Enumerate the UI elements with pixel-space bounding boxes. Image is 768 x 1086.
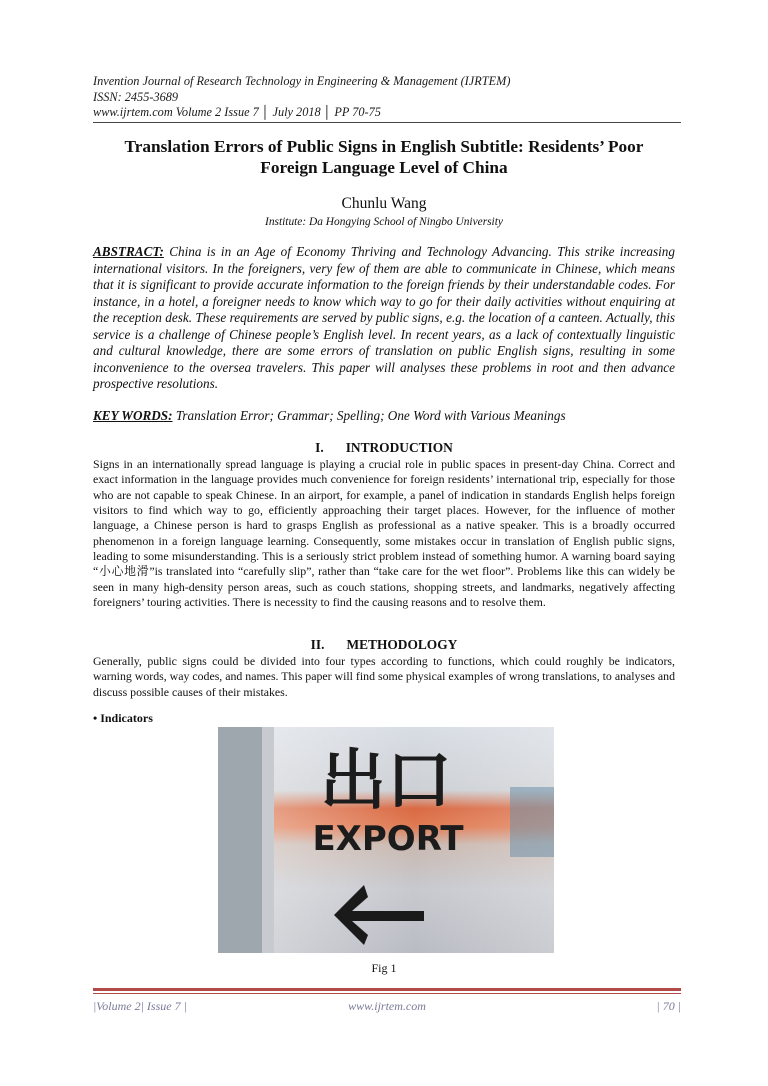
paper-title bbox=[93, 136, 675, 178]
bullet-heading-indicators: • Indicators bbox=[93, 711, 153, 725]
figure-caption: Fig 1 bbox=[371, 961, 397, 975]
author-affiliation: Institute: Da Hongying School of Ningbo University bbox=[265, 216, 503, 228]
abstract-text: China is in an Age of Economy Thriving and Technology Advancing. This strike increasing international visitors. In the foreigners, very few of them are able to communicate in Chinese, which means that it is significant to provide accurate information to the foreign friends by their understandable codes. For instance, in a hotel, a foreigner needs to know which way to go for their daily activities without enquiring at the reception desk. These requirements are served by public signs, e.g. the location of a canteen. Actually, this service is a challenge of Chinese people’s English level. In recent years, as a lack of contextually linguistic and cultural knowledge, there are some errors of translation on public English signs, resulting in some inconvenience to the oversea travelers. This paper will analyses these problems in root and then advance prospective resolutions. bbox=[93, 244, 675, 391]
exit-sign-photo bbox=[218, 727, 554, 953]
sign-chinese-text: 出口 bbox=[320, 742, 452, 819]
footer-website-link[interactable]: www.ijrtem.com bbox=[348, 999, 426, 1013]
journal-name: Invention Journal of Research Technology in Engineering & Management (IJRTEM) bbox=[93, 74, 511, 88]
section-title: METHODOLOGY bbox=[346, 637, 458, 652]
sign-english-text: EXPORT bbox=[312, 819, 464, 859]
journal-header bbox=[93, 74, 683, 121]
author-name: Chunlu Wang bbox=[341, 195, 427, 212]
title-line-1: Translation Errors of Public Signs in English Subtitle: Residents’ Poor bbox=[124, 137, 644, 156]
section-heading-methodology bbox=[93, 637, 675, 653]
section-number: I. bbox=[315, 440, 324, 455]
title-line-2: Foreign Language Level of China bbox=[260, 158, 508, 177]
abstract-label: ABSTRACT: bbox=[93, 244, 164, 259]
footer-rule bbox=[93, 988, 681, 991]
keywords bbox=[93, 408, 675, 424]
section-title: INTRODUCTION bbox=[345, 440, 453, 455]
footer-volume-issue: |Volume 2| Issue 7 | bbox=[93, 999, 187, 1013]
abstract bbox=[93, 244, 675, 393]
footer-rule-thin bbox=[93, 993, 681, 994]
section-heading-introduction bbox=[93, 440, 675, 456]
keywords-text: Translation Error; Grammar; Spelling; One Word with Various Meanings bbox=[172, 408, 566, 423]
keywords-label: KEY WORDS: bbox=[93, 408, 173, 423]
section-body-introduction: Signs in an internationally spread language is playing a crucial role in public spaces in present-day China. Correct and exact information in the language provides much convenience for foreign residents’ international trip, especially for those who are not capable to speak Chinese. In an airport, for example, a panel of indication in standards English helps foreign visitors to find which way to go, efficiently approaching their target places. However, for the influence of mother language, a Chinese person is hard to grasps English as professional as a native speaker. This is a broadly occurred phenomenon in a foreign language learning. Consequently, some mistakes occur in translation of English public signs, leading to some misunderstanding. This is a seriously strict problem instead of something humor. A warning board saying “小心地滑”is translated into “carefully slip”, rather than “take care for the wet floor”. Problems like this can widely be seen in many high-density person areas, such as couch stations, shopping streets, and landmarks, negatively affecting foreigners’ touring activities. There is necessity to find the causing reasons and to resolve them. bbox=[93, 457, 675, 610]
figure-exit-sign-photo bbox=[218, 727, 554, 953]
footer-page-number: | 70 | bbox=[656, 999, 681, 1013]
left-pillar bbox=[218, 727, 262, 953]
section-number: II. bbox=[310, 637, 325, 652]
issn: ISSN: 2455-3689 bbox=[93, 89, 179, 104]
volume-line: www.ijrtem.com Volume 2 Issue 7 │ July 2018 │ PP 70-75 bbox=[93, 105, 381, 119]
section-body-methodology: Generally, public signs could be divided into four types according to functions, which could roughly be indicators, warning words, way codes, and names. This paper will find some physical examples of wrong translations, to analyses and discuss possible causes of their mistakes. bbox=[93, 654, 675, 699]
pillar-edge bbox=[262, 727, 274, 953]
header-rule bbox=[93, 122, 681, 123]
background-building bbox=[510, 787, 554, 857]
